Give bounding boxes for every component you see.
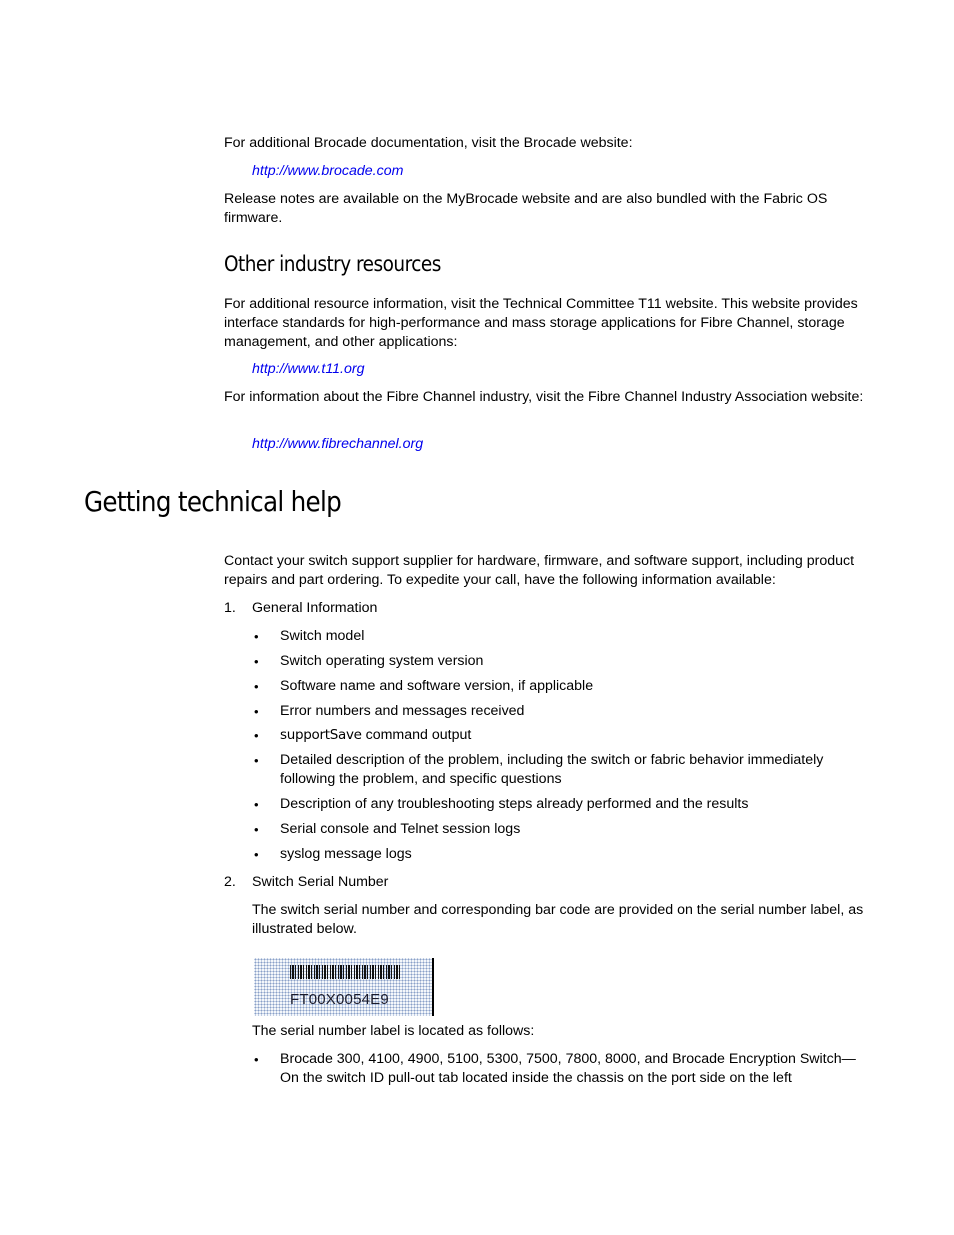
bullet-icon: • [254, 654, 259, 669]
list-item: Error numbers and messages received [280, 703, 525, 719]
list-item: Serial console and Telnet session logs [280, 821, 521, 837]
serial-number-label-image [254, 958, 434, 1016]
bullet-icon: • [254, 753, 259, 768]
list-item: Switch operating system version [280, 653, 484, 669]
list-item: Detailed description of the problem, including the switch or fabric behavior immediately following the problem, and specific questions [280, 752, 824, 787]
switch-serial-number-label: Switch Serial Number [252, 874, 389, 890]
t11-link[interactable]: http://www.t11.org [252, 361, 365, 377]
bullet-icon: • [254, 704, 259, 719]
list-item: Switch model [280, 628, 365, 644]
supportsave-command: supportSave [280, 727, 362, 743]
list-item: Brocade 300, 4100, 4900, 5100, 5300, 7500, 7800, 8000, and Brocade Encryption Switch—On the switch ID pull-out tab located inside the chassis on the port side on the left [280, 1051, 856, 1086]
page-title: Getting technical help [84, 485, 342, 518]
fca-paragraph: For information about the Fibre Channel industry, visit the Fibre Channel Industry Association website: [224, 389, 864, 405]
list-item [280, 726, 870, 745]
supportsave-suffix: command output [361, 727, 472, 743]
list-number-2: 2. [224, 874, 236, 890]
bullet-icon: • [254, 797, 259, 812]
bullet-icon: • [254, 822, 259, 837]
release-notes-paragraph: Release notes are available on the MyBrocade website and are also bundled with the Fabric OS firmware. [224, 191, 828, 226]
serial-description: The switch serial number and corresponding bar code are provided on the serial number label, as illustrated below. [252, 902, 864, 937]
tech-help-intro: Contact your switch support supplier for hardware, firmware, and software support, including product repairs and part ordering. To expedite your call, have the following information available: [224, 553, 855, 588]
general-information-label: General Information [252, 600, 378, 616]
bullet-icon: • [254, 728, 259, 743]
brocade-doc-paragraph: For additional Brocade documentation, visit the Brocade website: [224, 135, 633, 151]
list-item: syslog message logs [280, 846, 412, 862]
list-number-1: 1. [224, 600, 236, 616]
other-industry-heading: Other industry resources [224, 252, 441, 276]
brocade-link[interactable]: http://www.brocade.com [252, 163, 404, 179]
barcode-icon [290, 965, 402, 979]
bullet-icon: • [254, 847, 259, 862]
label-location-text: The serial number label is located as follows: [252, 1023, 535, 1039]
serial-number-example: FT00X0054E9 [290, 991, 389, 1008]
bullet-icon: • [254, 679, 259, 694]
t11-paragraph: For additional resource information, visit the Technical Committee T11 website. This website provides interface standards for high-performance and mass storage applications for Fibre Channel, storage management, and other applications: [224, 296, 858, 350]
list-item: Software name and software version, if applicable [280, 678, 594, 694]
bullet-icon: • [254, 1052, 259, 1067]
bullet-icon: • [254, 629, 259, 644]
list-item: Description of any troubleshooting steps already performed and the results [280, 796, 749, 812]
fibrechannel-link[interactable]: http://www.fibrechannel.org [252, 436, 424, 452]
